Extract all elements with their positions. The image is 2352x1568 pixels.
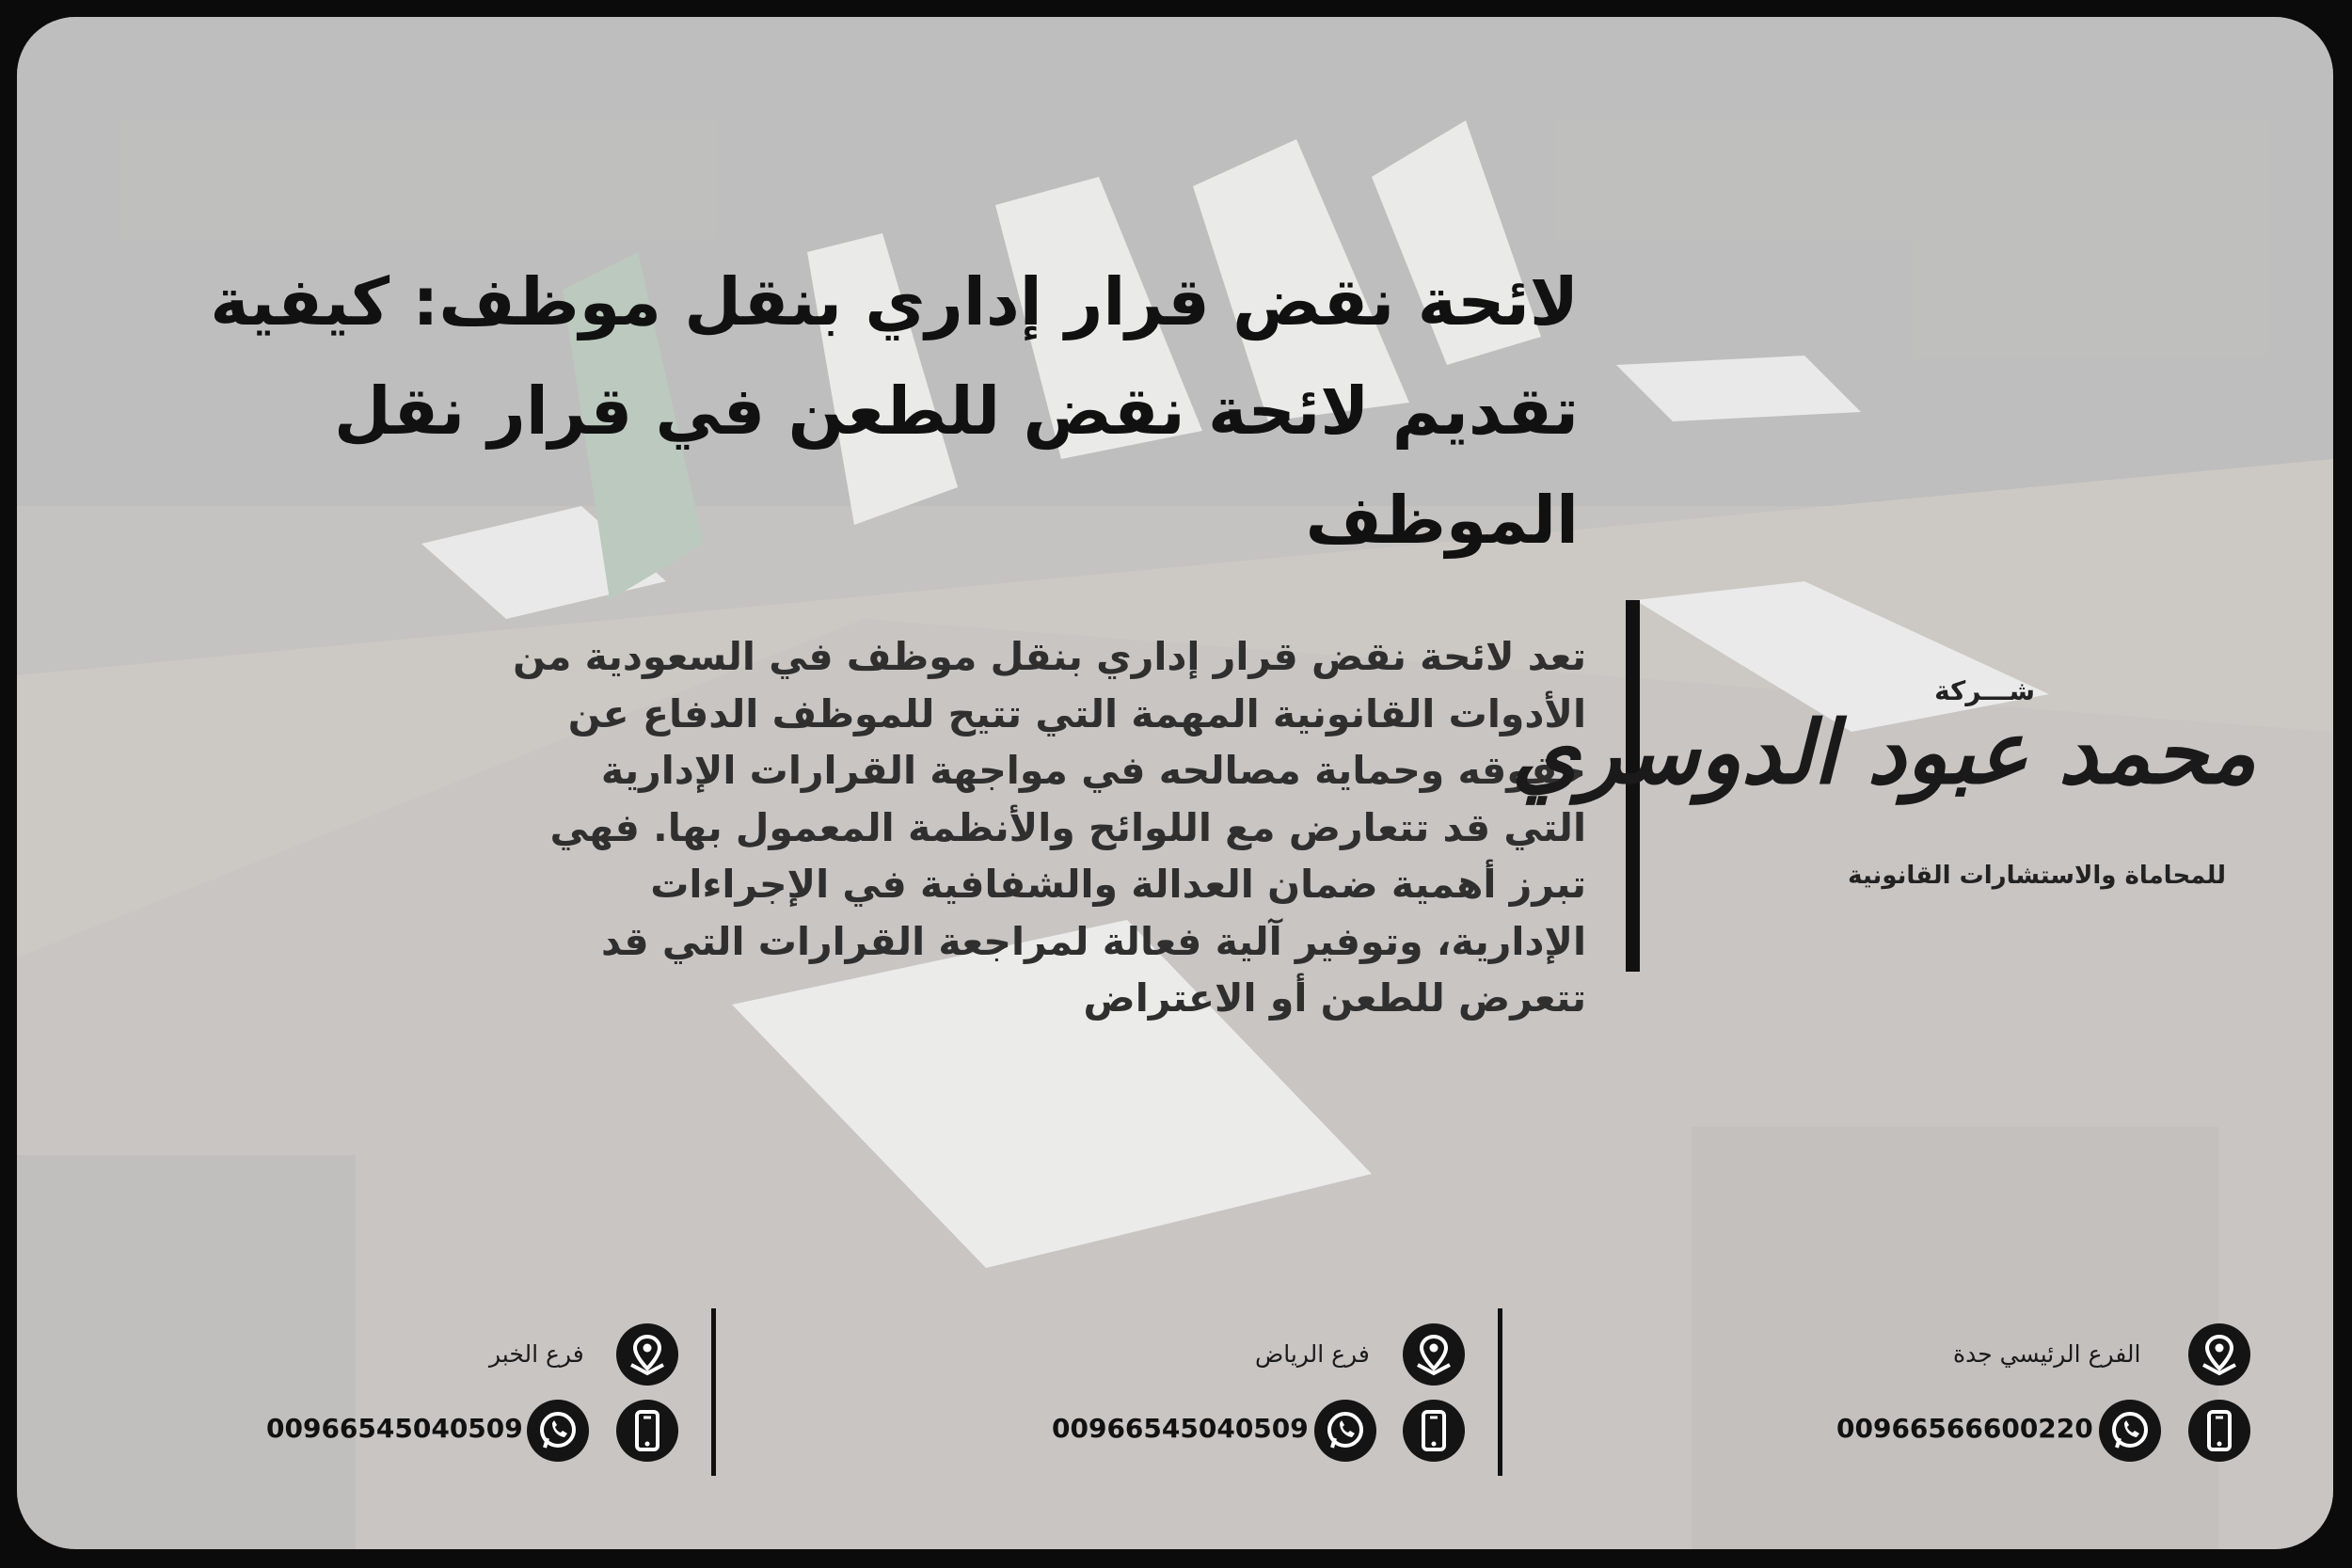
- branch-divider: [711, 1308, 716, 1476]
- logo-prefix: شـــركة: [1934, 675, 2035, 706]
- logo-name: محمد عبود الدوسري: [1511, 702, 2256, 803]
- page-title: لائحة نقض قرار إداري بنقل موظف: كيفية تقديم لائحة نقض للطعن في قرار نقل الموظف: [210, 263, 1579, 559]
- location-pin-icon: [1403, 1323, 1465, 1386]
- branch-phone-riyadh[interactable]: 00966545040509: [1052, 1413, 1309, 1444]
- branch-divider: [1498, 1308, 1502, 1476]
- branch-name-jeddah: الفرع الرئيسي جدة: [1953, 1340, 2141, 1368]
- mobile-phone-icon[interactable]: [616, 1400, 678, 1462]
- whatsapp-icon[interactable]: [2099, 1400, 2161, 1462]
- location-pin-icon: [616, 1323, 678, 1386]
- mobile-phone-icon[interactable]: [1403, 1400, 1465, 1462]
- whatsapp-icon[interactable]: [1314, 1400, 1376, 1462]
- branch-name-riyadh: فرع الرياض: [1255, 1340, 1370, 1368]
- intro-paragraph: تعد لائحة نقض قرار إداري بنقل موظف في السعودية من الأدوات القانونية المهمة التي تتيح للموظف الدفاع عن حقوقه وحماية مصالحه في مواجهة القرارات الإدارية التي قد تتعارض مع اللوائح والأنظمة المعمول بها. فهي تبرز أهمية ضمان العدالة والشفافية في الإجراءات الإدارية، وتوفير آلية فعالة لمراجعة القرارات التي قد تتعرض للطعن أو الاعتراض: [513, 634, 1586, 1021]
- whatsapp-icon[interactable]: [527, 1400, 589, 1462]
- company-logo: [1511, 675, 2275, 920]
- logo-subtitle: للمحاماة والاستشارات القانونية: [1848, 862, 2226, 890]
- branch-phone-jeddah[interactable]: 00966566600220: [1836, 1413, 2093, 1444]
- branch-phone-khobar[interactable]: 00966545040509: [266, 1413, 523, 1444]
- branch-name-khobar: فرع الخبر: [489, 1340, 584, 1368]
- poster-card: [17, 17, 2333, 1549]
- mobile-phone-icon[interactable]: [2188, 1400, 2250, 1462]
- location-pin-icon: [2188, 1323, 2250, 1386]
